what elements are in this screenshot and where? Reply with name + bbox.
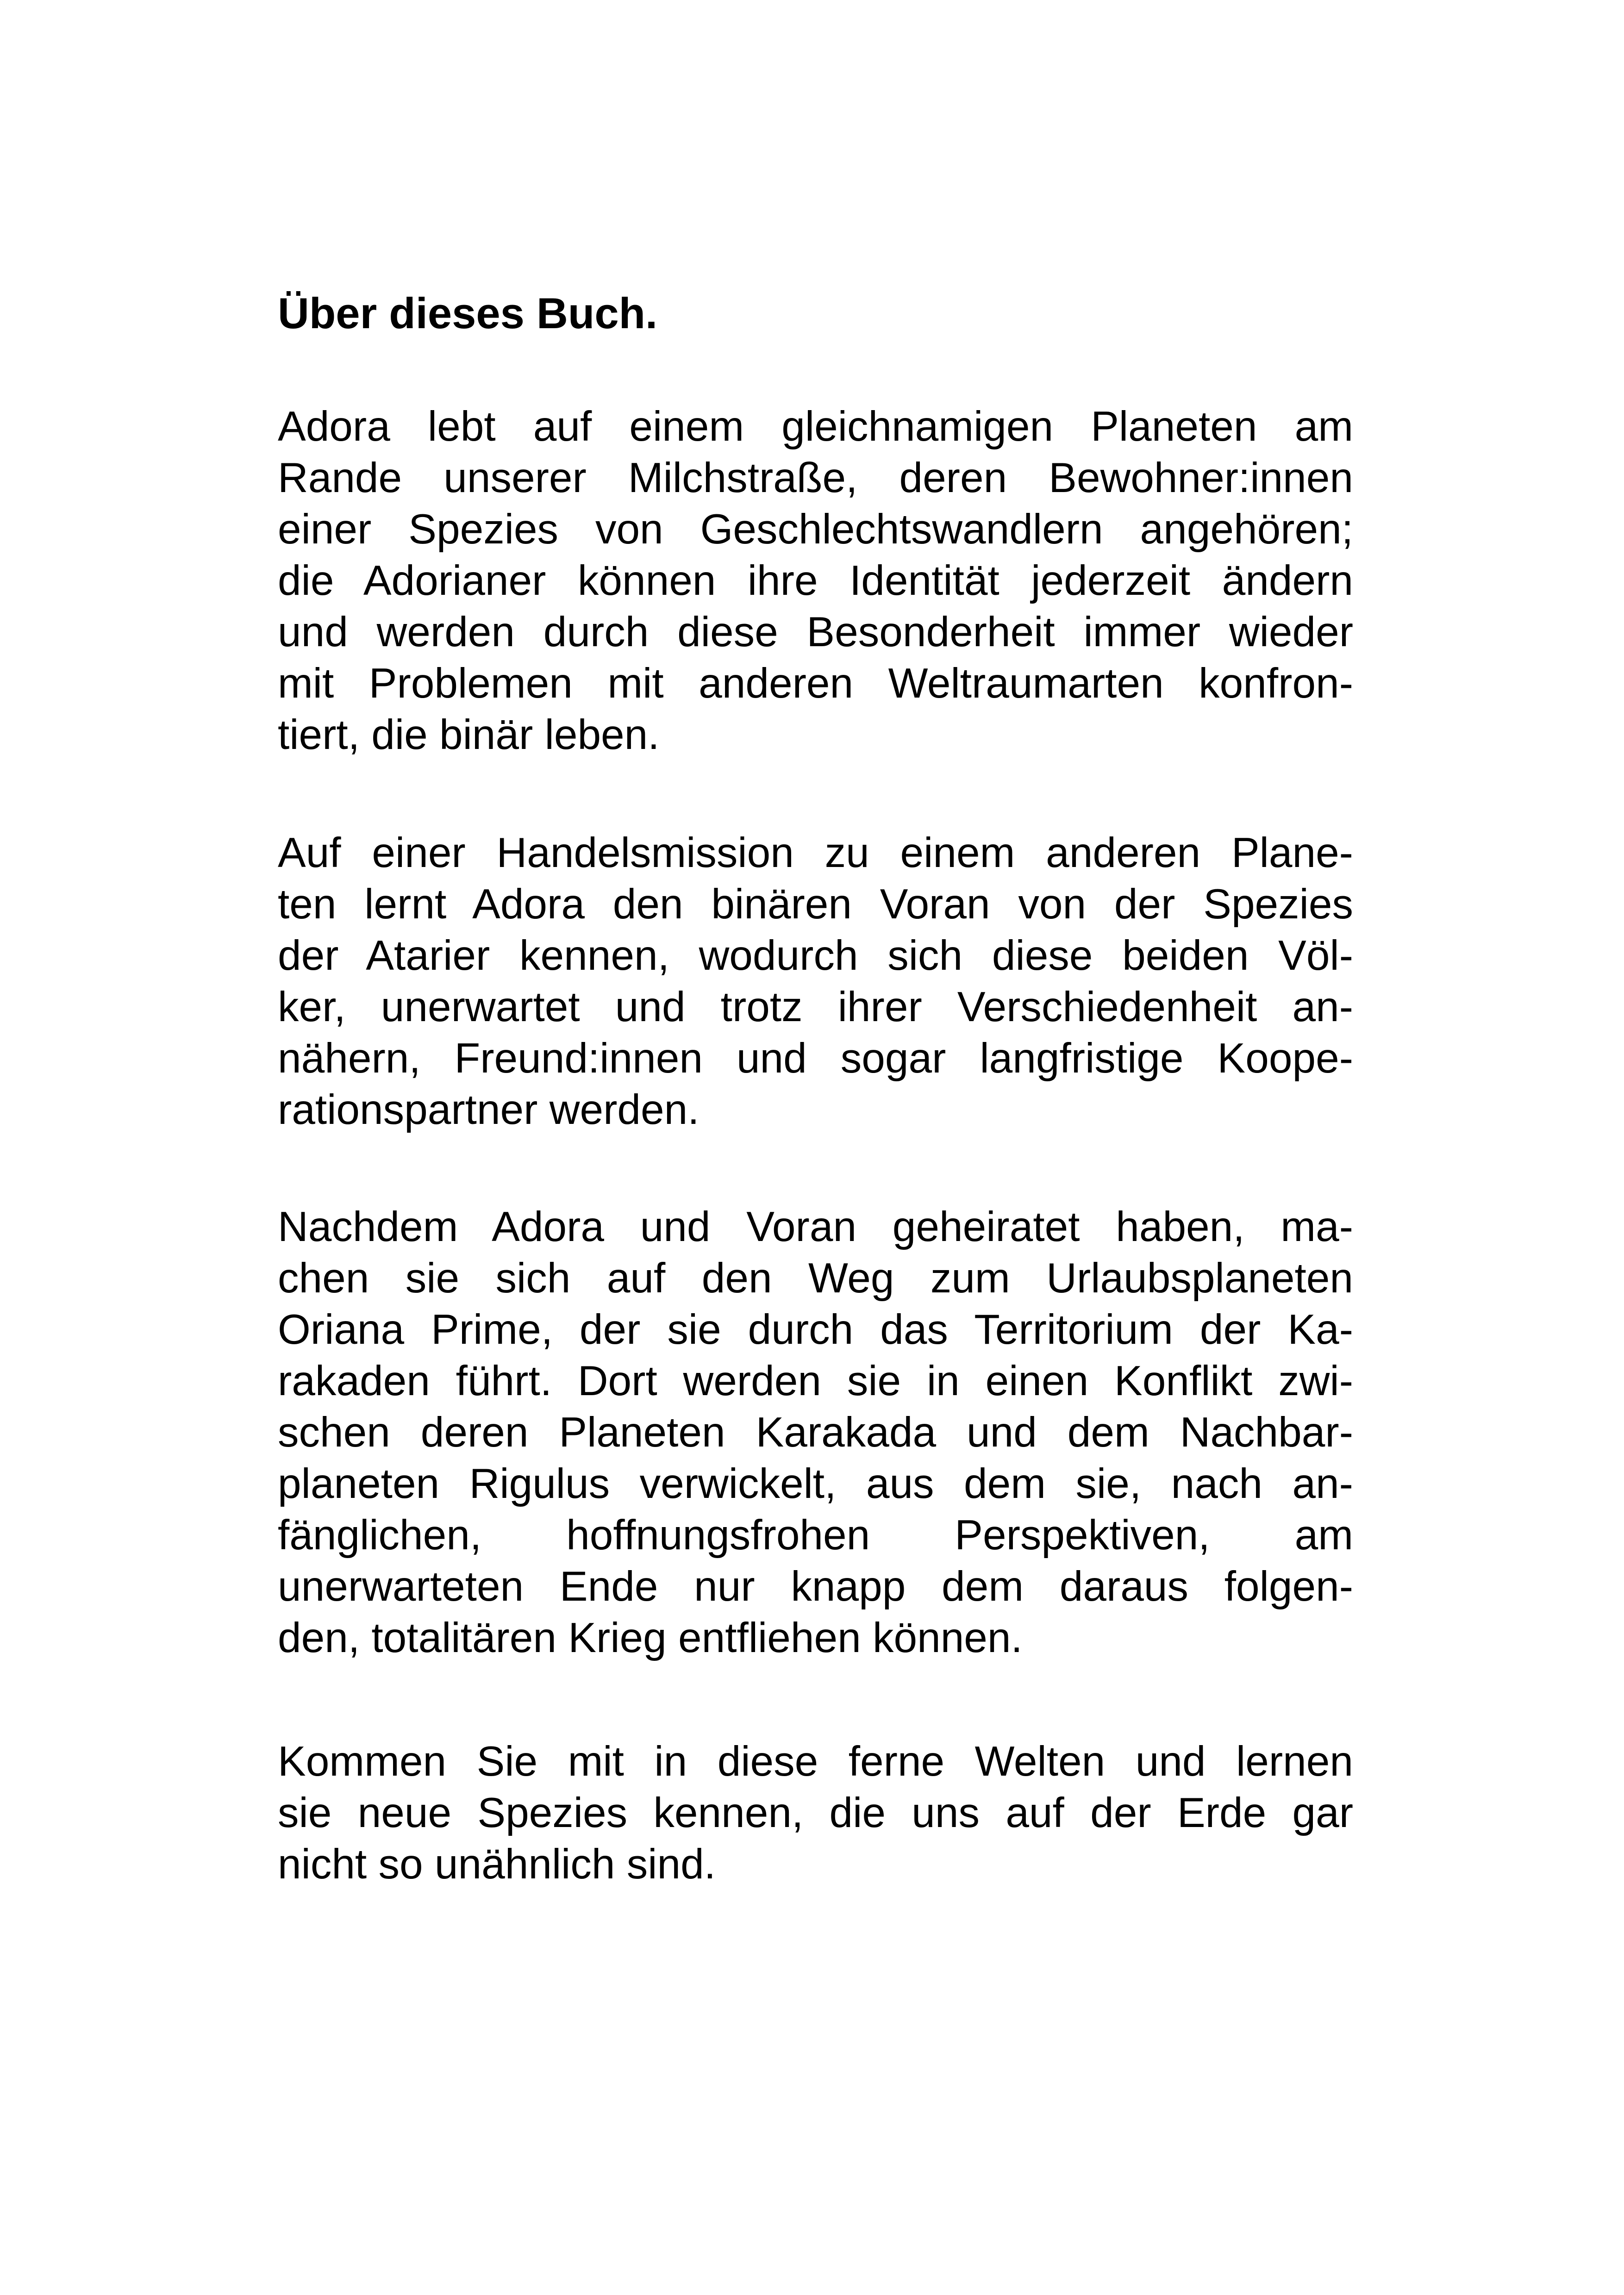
text-line: unerwarteten Ende nur knapp dem daraus folgen- [278, 1563, 1353, 1610]
text-line: den, totalitären Krieg entfliehen können. [278, 1615, 1023, 1661]
text-line: Adora lebt auf einem gleichnamigen Planeten am [278, 403, 1353, 450]
text-line: Oriana Prime, der sie durch das Territorium der Ka- [278, 1306, 1353, 1353]
text-line: rationspartner werden. [278, 1086, 700, 1133]
text-line: tiert, die binär leben. [278, 711, 660, 758]
paragraph-1 [278, 401, 1353, 761]
text-line: ker, unerwartet und trotz ihrer Verschiedenheit an- [278, 984, 1353, 1030]
text-line: ten lernt Adora den binären Voran von der Spezies [278, 881, 1353, 928]
text-line: nähern, Freund:innen und sogar langfristige Koope- [278, 1035, 1353, 1082]
text-line: fänglichen, hoffnungsfrohen Perspektiven, am [278, 1512, 1353, 1559]
text-line: schen deren Planeten Karakada und dem Nachbar- [278, 1409, 1353, 1456]
text-line: Rande unserer Milchstraße, deren Bewohner:innen [278, 455, 1353, 501]
paragraph-2 [278, 827, 1353, 1135]
text-line: planeten Rigulus verwickelt, aus dem sie, nach an- [278, 1460, 1353, 1507]
paragraph-3 [278, 1201, 1353, 1664]
text-line: chen sie sich auf den Weg zum Urlaubsplaneten [278, 1255, 1353, 1302]
text-line: rakaden führt. Dort werden sie in einen Konflikt zwi- [278, 1358, 1353, 1404]
page-title: Über dieses Buch. [278, 289, 658, 337]
text-line: nicht so unähnlich sind. [278, 1841, 716, 1888]
text-line: Nachdem Adora und Voran geheiratet haben, ma- [278, 1204, 1353, 1250]
text-line: und werden durch diese Besonderheit immer wieder [278, 609, 1353, 655]
text-line: der Atarier kennen, wodurch sich diese beiden Völ- [278, 932, 1353, 979]
text-line: Auf einer Handelsmission zu einem anderen Plane- [278, 829, 1353, 876]
paragraph-4 [278, 1736, 1353, 1890]
text-line: die Adorianer können ihre Identität jederzeit ändern [278, 557, 1353, 604]
text-line: einer Spezies von Geschlechtswandlern angehören; [278, 506, 1353, 553]
text-line: sie neue Spezies kennen, die uns auf der Erde gar [278, 1790, 1353, 1836]
text-line: Kommen Sie mit in diese ferne Welten und lernen [278, 1738, 1353, 1785]
text-line: mit Problemen mit anderen Weltraumarten konfron- [278, 660, 1353, 707]
